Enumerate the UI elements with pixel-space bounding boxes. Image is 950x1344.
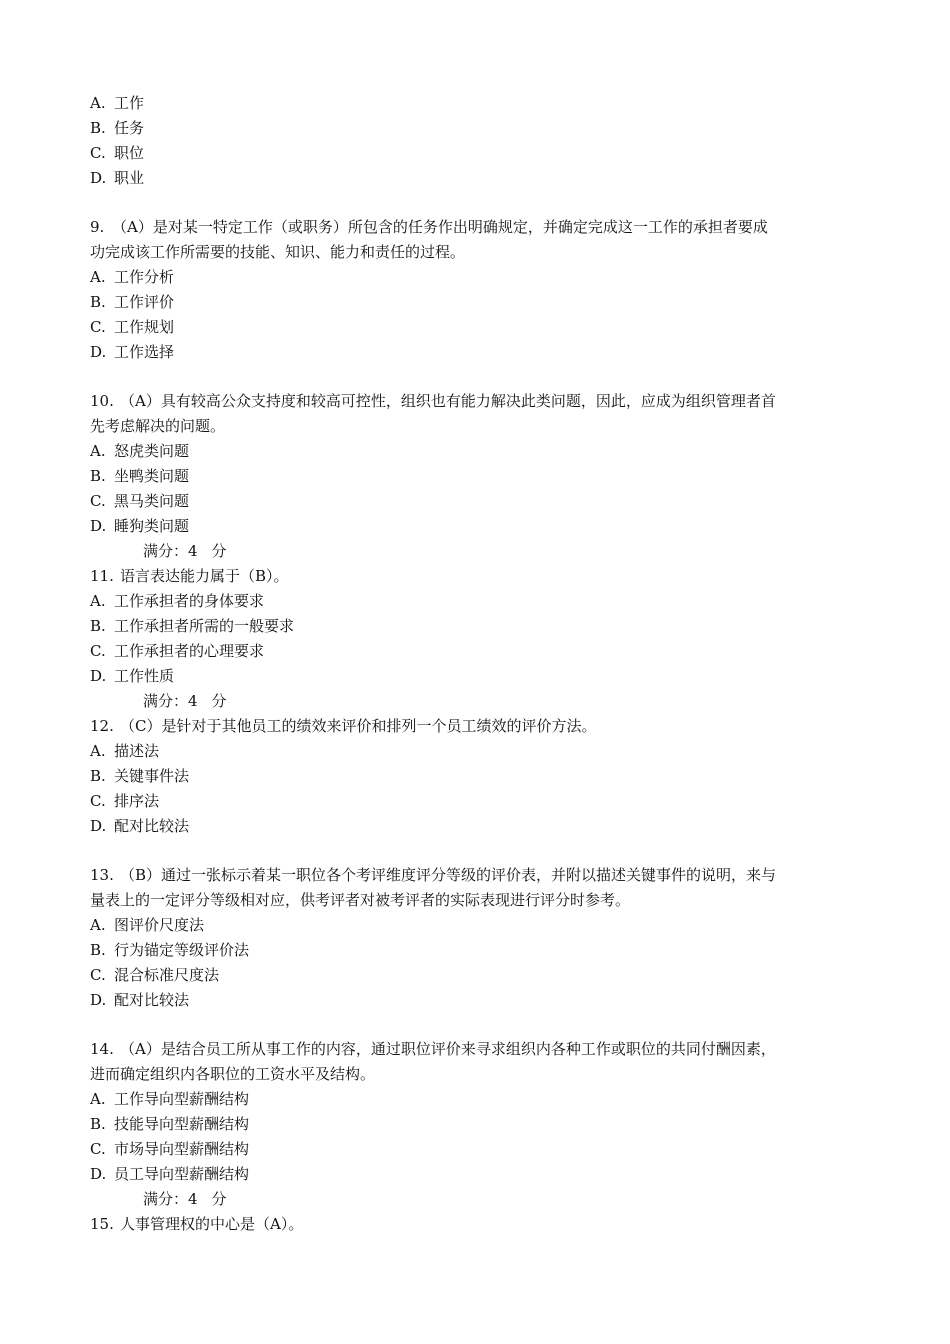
option-b: B. 工作评价 (90, 293, 175, 311)
option-d: D. 配对比较法 (90, 817, 190, 835)
option-d: D. 工作选择 (90, 343, 175, 361)
option-b: B. 技能导向型薪酬结构 (90, 1115, 250, 1133)
question-stem: 12. （C）是针对于其他员工的绩效来评价和排列一个员工绩效的评价方法。 (90, 717, 597, 735)
option-a: A. 描述法 (90, 742, 160, 760)
option-c: C. 职位 (90, 144, 145, 162)
score-line: 满分：4 分 (143, 1190, 227, 1208)
option-a: A. 工作分析 (90, 268, 175, 286)
option-c: C. 工作承担者的心理要求 (90, 642, 265, 660)
question-13 (90, 863, 865, 1013)
question-stem-continued: 量表上的一定评分等级相对应，供考评者对被考评者的实际表现进行评分时参考。 (90, 891, 631, 909)
question-stem-continued: 进而确定组织内各职位的工资水平及结构。 (90, 1065, 376, 1083)
question-11 (90, 564, 865, 714)
option-c: C. 市场导向型薪酬结构 (90, 1140, 250, 1158)
question-8-options (90, 91, 865, 191)
option-b: B. 坐鸭类问题 (90, 467, 190, 485)
option-c: C. 排序法 (90, 792, 160, 810)
option-d: D. 配对比较法 (90, 991, 190, 1009)
question-stem: 14. （A）是结合员工所从事工作的内容，通过职位评价来寻求组织内各种工作或职位的共同付酬因素， (90, 1040, 776, 1058)
option-c: C. 工作规划 (90, 318, 175, 336)
question-stem-continued: 功完成该工作所需要的技能、知识、能力和责任的过程。 (90, 243, 466, 261)
option-a: A. 工作导向型薪酬结构 (90, 1090, 250, 1108)
option-c: C. 黑马类问题 (90, 492, 190, 510)
question-10 (90, 389, 865, 564)
option-b: B. 任务 (90, 119, 145, 137)
question-stem: 9. （A）是对某一特定工作（或职务）所包含的任务作出明确规定，并确定完成这一工作的承担者要成 (90, 218, 768, 236)
question-9 (90, 215, 865, 365)
score-line: 满分：4 分 (143, 692, 227, 710)
option-b: B. 关键事件法 (90, 767, 190, 785)
option-a: A. 怒虎类问题 (90, 442, 190, 460)
option-d: D. 职业 (90, 169, 145, 187)
option-b: B. 工作承担者所需的一般要求 (90, 617, 295, 635)
question-stem-continued: 先考虑解决的问题。 (90, 417, 226, 435)
option-d: D. 工作性质 (90, 667, 175, 685)
question-15 (90, 1212, 865, 1237)
option-d: D. 员工导向型薪酬结构 (90, 1165, 250, 1183)
option-a: A. 工作 (90, 94, 145, 112)
question-12 (90, 714, 865, 839)
option-b: B. 行为锚定等级评价法 (90, 941, 250, 959)
option-a: A. 工作承担者的身体要求 (90, 592, 265, 610)
question-stem: 10. （A）具有较高公众支持度和较高可控性，组织也有能力解决此类问题，因此，应成为组织管理者首 (90, 392, 776, 410)
option-d: D. 睡狗类问题 (90, 517, 190, 535)
document-page (90, 91, 865, 1237)
score-line: 满分：4 分 (143, 542, 227, 560)
option-c: C. 混合标准尺度法 (90, 966, 220, 984)
question-stem: 11. 语言表达能力属于（B）。 (90, 567, 289, 585)
option-a: A. 图评价尺度法 (90, 916, 205, 934)
question-14 (90, 1037, 865, 1212)
question-stem: 13. （B）通过一张标示着某一职位各个考评维度评分等级的评价表，并附以描述关键事件的说明，来与 (90, 866, 777, 884)
question-stem: 15. 人事管理权的中心是（A）。 (90, 1215, 304, 1233)
